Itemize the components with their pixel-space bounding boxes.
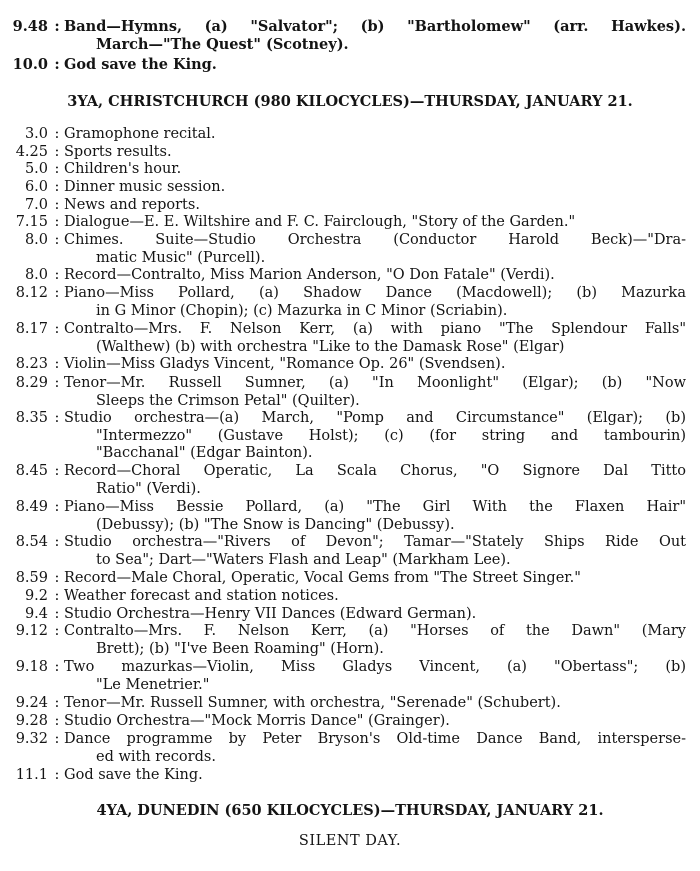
entry-time: 5.0 <box>24 161 48 177</box>
silent-day-note: SILENT DAY. <box>298 833 402 849</box>
programme-entry: 8.0 : Chimes. Suite—Studio Orchestra (Conductor Harold Beck)—"Dra- matic Music" (Purcell). <box>0 232 700 267</box>
entry-time: 9.32 <box>15 731 48 747</box>
entry-time: 8.45 <box>15 463 48 479</box>
entry-time: 8.29 <box>15 375 48 391</box>
entry-time: 7.0 <box>24 197 48 213</box>
entry-text: Contralto—Mrs. F. Nelson Kerr, (a) "Horses of the Dawn" (Mary Brett); (b) "I've Been Roaming" (Horn). <box>64 623 686 657</box>
programme-entry: 8.45 : Record—Choral Operatic, La Scala Chorus, "O Signore Dal Titto Ratio" (Verdi). <box>0 463 700 498</box>
entry-text: Band—Hymns, (a) "Salvator"; (b) "Bartholomew" (arr. Hawkes). March—"The Quest" (Scotney). <box>64 18 686 53</box>
entry-text: Weather forecast and station notices. <box>64 588 339 604</box>
entry-text: Dance programme by Peter Bryson's Old-time Dance Band, intersperse- ed with records. <box>64 731 686 765</box>
entry-time: 9.18 <box>15 659 48 675</box>
entry-time: 8.0 <box>24 232 48 248</box>
entry-text: Record—Contralto, Miss Marion Anderson, "O Don Fatale" (Verdi). <box>64 267 555 283</box>
programme-entry: 8.35 : Studio orchestra—(a) March, "Pomp and Circumstance" (Elgar); (b) "Intermezzo" (Gustave Holst); (c) (for string and tambourin) "Bacchanal" (Edgar Bainton). <box>0 410 700 463</box>
entry-text: Children's hour. <box>64 161 182 177</box>
entry-time: 8.23 <box>15 356 48 372</box>
entry-text: Dinner music session. <box>64 179 226 195</box>
programme-entry: 9.2 : Weather forecast and station notices. <box>0 588 700 606</box>
entry-text: Violin—Miss Gladys Vincent, "Romance Op. 26" (Svendsen). <box>64 356 506 372</box>
entry-text: Gramophone recital. <box>64 126 216 142</box>
programme-entry: 11.1 : God save the King. <box>0 767 700 785</box>
programme-entry: 7.15 : Dialogue—E. E. Wiltshire and F. C. Fairclough, "Story of the Garden." <box>0 214 700 232</box>
station-heading-4ya: 4YA, DUNEDIN (650 KILOCYCLES)—THURSDAY, JANUARY 21. <box>96 802 604 819</box>
entry-text: Record—Male Choral, Operatic, Vocal Gems from "The Street Singer." <box>64 570 581 586</box>
entry-time: 4.25 <box>15 144 48 160</box>
entry-time: 8.17 <box>15 321 48 337</box>
programme-entry: 6.0 : Dinner music session. <box>0 179 700 197</box>
entry-time: 7.15 <box>15 214 48 230</box>
station-heading-3ya: 3YA, CHRISTCHURCH (980 KILOCYCLES)—THURSDAY, JANUARY 21. <box>67 93 633 110</box>
programme-entry: 7.0 : News and reports. <box>0 197 700 215</box>
entry-text: Contralto—Mrs. F. Nelson Kerr, (a) with piano "The Splendour Falls" (Walthew) (b) with orchestra "Like to the Damask Rose" (Elgar) <box>64 321 686 355</box>
programme-entry: 10.0 : God save the King. <box>0 56 700 74</box>
entry-text: God save the King. <box>64 56 217 73</box>
entry-time: 8.59 <box>15 570 48 586</box>
entry-text: Piano—Miss Bessie Pollard, (a) "The Girl With the Flaxen Hair" (Debussy); (b) "The Snow is Dancing" (Debussy). <box>64 499 686 533</box>
entry-text: God save the King. <box>64 767 203 783</box>
programme-entry: 8.49 : Piano—Miss Bessie Pollard, (a) "The Girl With the Flaxen Hair" (Debussy); (b) "The Snow is Dancing" (Debussy). <box>0 499 700 534</box>
programme-entry: 8.23 : Violin—Miss Gladys Vincent, "Romance Op. 26" (Svendsen). <box>0 356 700 374</box>
entry-time: 3.0 <box>24 126 48 142</box>
entry-time: 9.4 <box>24 606 48 622</box>
entry-text: Studio Orchestra—Henry VII Dances (Edward German). <box>64 606 477 622</box>
entry-time: 6.0 <box>24 179 48 195</box>
programme-entry: 9.4 : Studio Orchestra—Henry VII Dances (Edward German). <box>0 606 700 624</box>
programme-entry: 9.32 : Dance programme by Peter Bryson's Old-time Dance Band, intersperse- ed with records. <box>0 731 700 766</box>
programme-entry: 9.28 : Studio Orchestra—"Mock Morris Dance" (Grainger). <box>0 713 700 731</box>
entry-text: Studio orchestra—(a) March, "Pomp and Circumstance" (Elgar); (b) "Intermezzo" (Gustave Holst); (c) (for string and tambourin) "Bacchanal" (Edgar Bainton). <box>64 410 686 462</box>
entry-time: 8.35 <box>15 410 48 426</box>
entry-time: 10.0 <box>12 56 48 73</box>
entry-time: 9.24 <box>15 695 48 711</box>
entry-text: Chimes. Suite—Studio Orchestra (Conductor Harold Beck)—"Dra- matic Music" (Purcell). <box>64 232 686 266</box>
entry-time: 8.54 <box>15 534 48 550</box>
entry-text: Piano—Miss Pollard, (a) Shadow Dance (Macdowell); (b) Mazurka in G Minor (Chopin); (c) Mazurka in C Minor (Scriabin). <box>64 285 686 319</box>
entry-text: Two mazurkas—Violin, Miss Gladys Vincent, (a) "Obertass"; (b) "Le Menetrier." <box>64 659 686 693</box>
entry-time: 9.28 <box>15 713 48 729</box>
entry-text: Studio Orchestra—"Mock Morris Dance" (Grainger). <box>64 713 450 729</box>
programme-entry: 8.0 : Record—Contralto, Miss Marion Anderson, "O Don Fatale" (Verdi). <box>0 267 700 285</box>
programme-entry: 4.25 : Sports results. <box>0 144 700 162</box>
programme-entry: 8.12 : Piano—Miss Pollard, (a) Shadow Dance (Macdowell); (b) Mazurka in G Minor (Chopin); (c) Mazurka in C Minor (Scriabin). <box>0 285 700 320</box>
entry-time: 8.12 <box>15 285 48 301</box>
entry-text: Tenor—Mr. Russell Sumner, with orchestra, "Serenade" (Schubert). <box>64 695 561 711</box>
programme-entry: 3.0 : Gramophone recital. <box>0 126 700 144</box>
programme-entry: 5.0 : Children's hour. <box>0 161 700 179</box>
entry-text: Studio orchestra—"Rivers of Devon"; Tamar—"Stately Ships Ride Out to Sea"; Dart—"Waters Flash and Leap" (Markham Lee). <box>64 534 686 568</box>
entry-time: 11.1 <box>15 767 48 783</box>
entry-time: 9.48 <box>12 18 48 35</box>
programme-entry: 9.12 : Contralto—Mrs. F. Nelson Kerr, (a) "Horses of the Dawn" (Mary Brett); (b) "I've Been Roaming" (Horn). <box>0 623 700 658</box>
entry-time: 9.12 <box>15 623 48 639</box>
entry-time: 8.0 <box>24 267 48 283</box>
entry-text: Tenor—Mr. Russell Sumner, (a) "In Moonlight" (Elgar); (b) "Now Sleeps the Crimson Petal" (Quilter). <box>64 375 686 409</box>
entry-text: Record—Choral Operatic, La Scala Chorus, "O Signore Dal Titto Ratio" (Verdi). <box>64 463 686 497</box>
programme-entry: 9.24 : Tenor—Mr. Russell Sumner, with orchestra, "Serenade" (Schubert). <box>0 695 700 713</box>
programme-entry: 9.48 : Band—Hymns, (a) "Salvator"; (b) "Bartholomew" (arr. Hawkes). March—"The Quest" (Scotney). <box>0 18 700 53</box>
programme-entry: 8.54 : Studio orchestra—"Rivers of Devon"; Tamar—"Stately Ships Ride Out to Sea"; Dart—"Waters Flash and Leap" (Markham Lee). <box>0 534 700 569</box>
programme-entry: 8.29 : Tenor—Mr. Russell Sumner, (a) "In Moonlight" (Elgar); (b) "Now Sleeps the Crimson Petal" (Quilter). <box>0 375 700 410</box>
entry-text: Sports results. <box>64 144 172 160</box>
programme-entry: 9.18 : Two mazurkas—Violin, Miss Gladys Vincent, (a) "Obertass"; (b) "Le Menetrier." <box>0 659 700 694</box>
programme-entry: 8.17 : Contralto—Mrs. F. Nelson Kerr, (a) with piano "The Splendour Falls" (Walthew) (b) with orchestra "Like to the Damask Rose" (Elgar) <box>0 321 700 356</box>
entry-text: Dialogue—E. E. Wiltshire and F. C. Fairclough, "Story of the Garden." <box>64 214 576 230</box>
entry-time: 9.2 <box>24 588 48 604</box>
entry-text: News and reports. <box>64 197 200 213</box>
programme-entry: 8.59 : Record—Male Choral, Operatic, Vocal Gems from "The Street Singer." <box>0 570 700 588</box>
entry-time: 8.49 <box>15 499 48 515</box>
